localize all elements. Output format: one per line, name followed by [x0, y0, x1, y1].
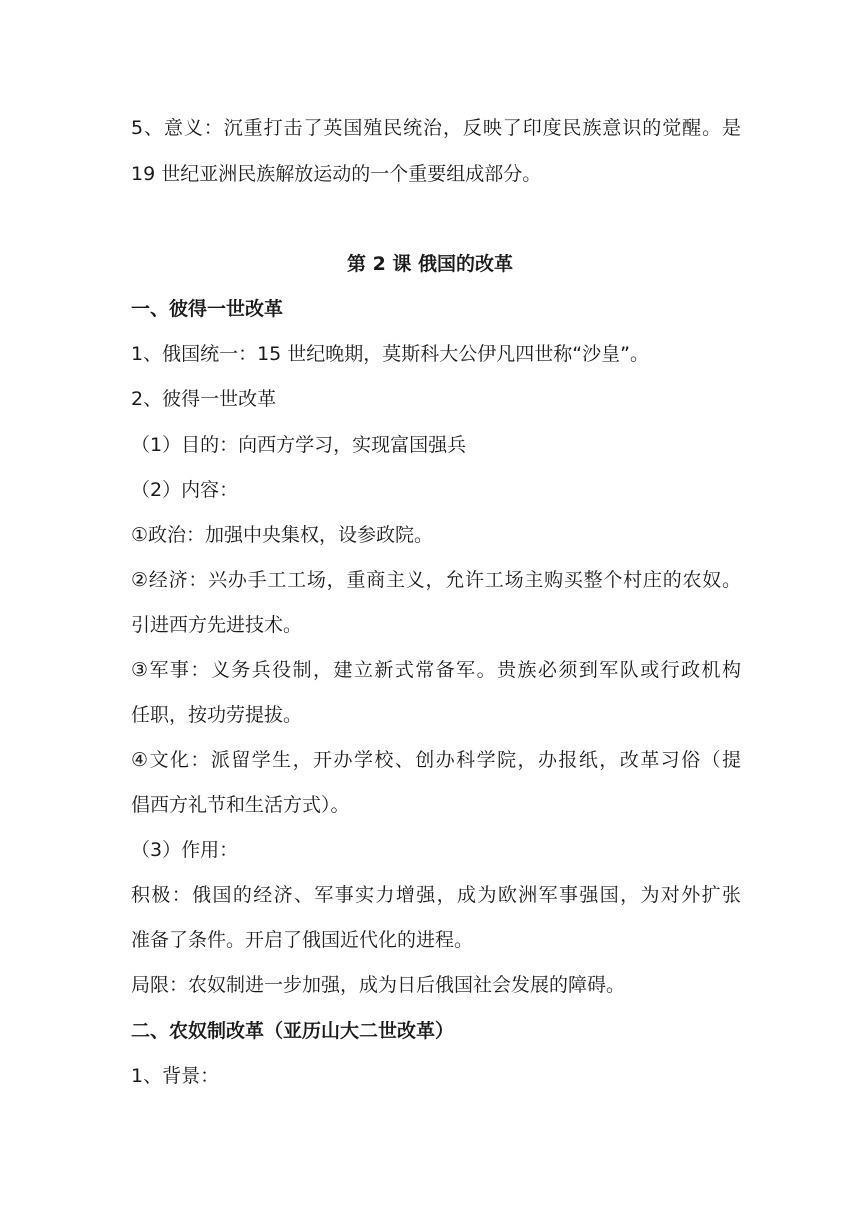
paragraph-line: 引进西方先进技术。	[131, 614, 303, 636]
lesson-title: 第 2 课 俄国的改革	[346, 253, 514, 275]
paragraph-line: 5、意义：沉重打击了英国殖民统治，反映了印度民族意识的觉醒。是	[131, 117, 741, 139]
paragraph-line: 1、俄国统一：15 世纪晚期，莫斯科大公伊凡四世称“沙皇”。	[131, 343, 649, 365]
list-item: ④文化：派留学生，开办学校、创办科学院，办报纸，改革习俗（提	[131, 749, 741, 771]
paragraph-line: 任职，按功劳提拔。	[131, 704, 303, 726]
list-item: ②经济：兴办手工工场，重商主义，允许工场主购买整个村庄的农奴。	[131, 569, 741, 591]
paragraph-line: 1、背景：	[131, 1065, 220, 1087]
paragraph-line: （3）作用：	[131, 839, 239, 861]
paragraph-line: 准备了条件。开启了俄国近代化的进程。	[131, 929, 474, 951]
list-item: ①政治：加强中央集权，设参政院。	[131, 524, 434, 546]
paragraph-line: 积极：俄国的经济、军事实力增强，成为欧洲军事强国，为对外扩张	[131, 884, 741, 906]
paragraph-line: 倡西方礼节和生活方式）。	[131, 794, 350, 816]
paragraph-line: 2、彼得一世改革	[131, 388, 277, 410]
paragraph-line: 局限：农奴制进一步加强，成为日后俄国社会发展的障碍。	[131, 974, 626, 996]
section-heading: 二、农奴制改革（亚历山大二世改革）	[131, 1020, 455, 1042]
list-item: ③军事：义务兵役制，建立新式常备军。贵族必须到军队或行政机构	[131, 659, 741, 681]
section-heading: 一、彼得一世改革	[131, 298, 284, 320]
paragraph-line: （2）内容：	[131, 479, 239, 501]
paragraph-line: （1）目的：向西方学习，实现富国强兵	[131, 434, 467, 456]
paragraph-line: 19 世纪亚洲民族解放运动的一个重要组成部分。	[131, 163, 542, 185]
